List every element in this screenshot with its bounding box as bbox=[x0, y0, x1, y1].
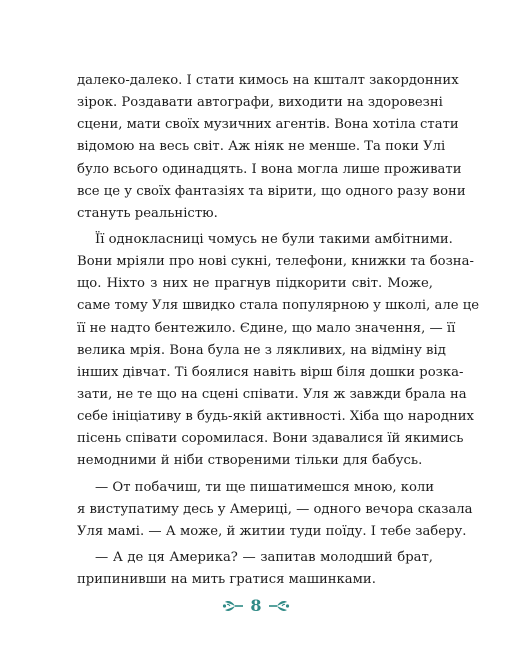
text-line: далеко-далеко. І стати кимось на кшталт закордонних bbox=[77, 73, 459, 88]
paragraph bbox=[77, 547, 433, 591]
text-line: я виступатиму десь у Америці, — одного вечора сказала bbox=[77, 501, 473, 517]
paragraph bbox=[77, 477, 473, 543]
text-line: зірок. Роздавати автографи, виходити на здоровезні bbox=[77, 95, 443, 111]
text-line: Вони мріяли про нові сукні, телефони, книжки та бозна- bbox=[77, 254, 474, 270]
text-line: інших дівчат. Ті боялися навіть вірш біля дошки розка- bbox=[77, 364, 464, 380]
folio bbox=[0, 596, 512, 615]
text-line: велика мрія. Вона була не з лякливих, на відміну від bbox=[77, 342, 446, 358]
text-line: все це у своїх фантазіях та вірити, що одного разу вони bbox=[77, 183, 466, 199]
text-line: Її однокласниці чомусь не були такими амбітними. bbox=[95, 231, 453, 247]
text-line: саме тому Уля швидко стала популярною у школі, але це bbox=[77, 298, 480, 314]
floral-ornament-left-icon bbox=[222, 597, 244, 615]
text-line: її не надто бентежило. Єдине, що мало значення, — її bbox=[77, 320, 456, 336]
page-number: 8 bbox=[250, 596, 262, 615]
paragraph bbox=[77, 229, 480, 473]
text-line: що. Ніхто з них не прагнув підкорити світ. Може, bbox=[77, 276, 433, 292]
text-line: себе ініціативу в будь-якій активності. Хіба що народних bbox=[77, 409, 474, 425]
text-line: сцени, мати своїх музичних агентів. Вона хотіла стати bbox=[77, 117, 459, 133]
text-line: — А де ця Америка? — запитав молодший брат, bbox=[95, 549, 433, 565]
floral-ornament-right-icon bbox=[268, 597, 290, 615]
text-line: — От побачиш, ти ще пишатимешся мною, коли bbox=[95, 479, 435, 495]
text-line: відомою на весь світ. Аж ніяк не менше. Та поки Улі bbox=[77, 139, 446, 155]
body-text bbox=[77, 70, 480, 591]
text-line: стануть реальністю. bbox=[77, 205, 218, 221]
text-line: Уля мамі. — А може, й житии туди поїду. І тебе заберу. bbox=[77, 523, 467, 539]
text-line: зати, не те що на сцені співати. Уля ж завжди брала на bbox=[77, 386, 467, 402]
text-line: було всього одинадцять. І вона могла лише проживати bbox=[77, 161, 462, 177]
text-line: немодними й ніби створеними тільки для бабусь. bbox=[77, 453, 423, 469]
text-line: припинивши на мить гратися машинками. bbox=[77, 572, 376, 588]
paragraph bbox=[77, 70, 466, 225]
text-line: пісень співати соромилася. Вони здавалися їй якимись bbox=[77, 431, 464, 447]
